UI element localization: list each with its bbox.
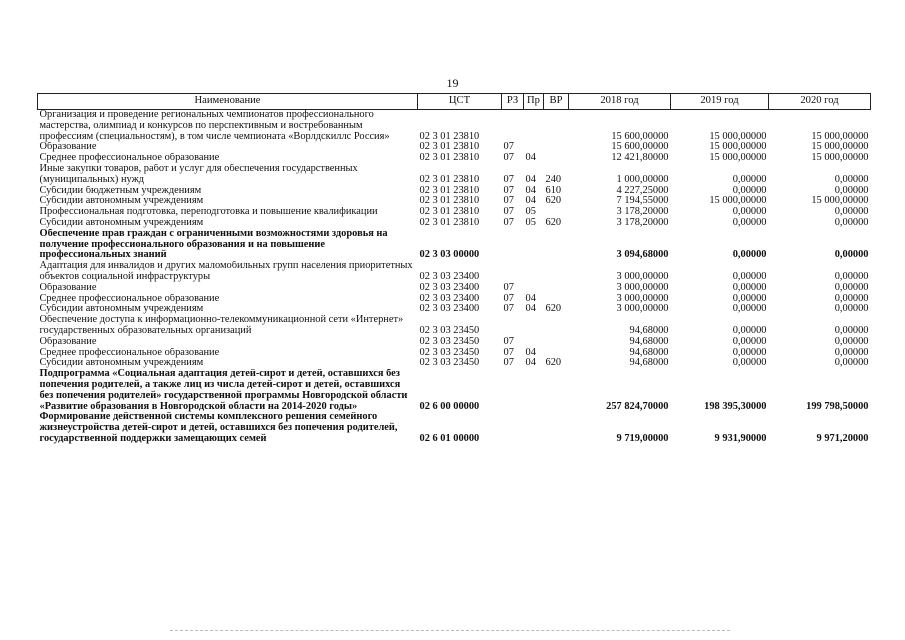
table-row bbox=[38, 110, 871, 143]
cell-rz: 07 bbox=[503, 282, 514, 293]
table-row bbox=[38, 164, 871, 186]
cell-2020: 15 000,00000 bbox=[811, 153, 869, 164]
cell-2018: 3 094,68000 bbox=[616, 249, 669, 261]
budget-table bbox=[37, 93, 871, 445]
cell-2020: 199 798,50000 bbox=[806, 400, 869, 412]
cell-2019: 15 000,00000 bbox=[709, 142, 767, 153]
cell-cst: 02 3 01 23810 bbox=[419, 196, 480, 207]
cell-rz: 07 bbox=[503, 304, 514, 315]
cell-2019: 0,00000 bbox=[732, 217, 767, 228]
cell-vr bbox=[544, 315, 569, 337]
table-row bbox=[38, 412, 871, 444]
cell-name: Субсидии автономным учреждениям bbox=[39, 196, 204, 207]
cell-pr bbox=[524, 229, 544, 261]
cell-name: Обеспечение доступа к информационно-телекоммуникационной сети «Интернет» государственных образовательных организаций bbox=[39, 315, 404, 336]
cell-2018: 4 227,25000 bbox=[616, 185, 669, 196]
header-2019: 2019 год bbox=[671, 94, 769, 110]
cell-2019: 0,00000 bbox=[732, 324, 767, 336]
cell-pr: 05 bbox=[525, 207, 536, 218]
cell-2019: 0,00000 bbox=[732, 347, 767, 358]
cell-2019: 0,00000 bbox=[732, 270, 767, 282]
cell-name: Среднее профессиональное образование bbox=[39, 153, 220, 164]
cell-2020: 0,00000 bbox=[834, 173, 869, 185]
cell-pr: 04 bbox=[525, 347, 536, 358]
cell-pr: 04 bbox=[525, 196, 536, 207]
cell-pr bbox=[524, 142, 544, 153]
cell-2018: 94,68000 bbox=[629, 336, 669, 347]
cell-pr bbox=[524, 369, 544, 412]
cell-cst: 02 3 03 23450 bbox=[419, 358, 480, 369]
cell-2018: 9 719,00000 bbox=[616, 432, 669, 444]
cell-vr bbox=[544, 348, 569, 359]
cell-2019: 0,00000 bbox=[732, 304, 767, 315]
cell-rz: 07 bbox=[503, 336, 514, 347]
cell-vr: 620 bbox=[545, 358, 562, 369]
cell-pr: 05 bbox=[525, 217, 536, 228]
cell-2019: 15 000,00000 bbox=[709, 153, 767, 164]
cell-2019: 0,00000 bbox=[732, 173, 767, 185]
cell-pr bbox=[524, 337, 544, 348]
cell-rz: 07 bbox=[503, 142, 514, 153]
cell-pr: 04 bbox=[525, 358, 536, 369]
cell-rz bbox=[502, 261, 524, 283]
cell-2020: 0,00000 bbox=[834, 185, 869, 196]
cell-cst: 02 3 03 23400 bbox=[419, 304, 480, 315]
cell-rz: 07 bbox=[503, 173, 514, 185]
cell-2019: 0,00000 bbox=[732, 185, 767, 196]
table-row bbox=[38, 304, 871, 315]
cell-name: Образование bbox=[39, 336, 97, 347]
cell-rz bbox=[502, 229, 524, 261]
header-vr: ВР bbox=[544, 94, 569, 110]
cell-pr: 04 bbox=[525, 173, 536, 185]
cell-2018: 3 000,00000 bbox=[616, 304, 669, 315]
cell-vr bbox=[544, 283, 569, 294]
cell-pr bbox=[524, 283, 544, 294]
cell-2020: 0,00000 bbox=[834, 358, 869, 369]
cell-name: Субсидии автономным учреждениям bbox=[39, 217, 204, 228]
cell-vr bbox=[544, 412, 569, 444]
cell-2020: 15 000,00000 bbox=[811, 142, 869, 153]
table-row bbox=[38, 196, 871, 207]
header-pr: Пр bbox=[524, 94, 544, 110]
cell-2018: 12 421,80000 bbox=[611, 153, 669, 164]
cell-name: Адаптация для инвалидов и других маломобильных групп населения приоритетных объектов социальной инфраструктуры bbox=[39, 261, 413, 282]
table-row bbox=[38, 348, 871, 359]
cell-2020: 0,00000 bbox=[834, 324, 869, 336]
cell-cst: 02 3 01 23810 bbox=[419, 153, 480, 164]
cell-name: Среднее профессиональное образование bbox=[39, 347, 220, 358]
cell-cst: 02 3 03 00000 bbox=[419, 249, 480, 261]
cell-pr: 04 bbox=[525, 293, 536, 304]
cell-2019: 15 000,00000 bbox=[709, 196, 767, 207]
cell-rz bbox=[502, 315, 524, 337]
cell-2018: 3 000,00000 bbox=[616, 282, 669, 293]
cell-2018: 3 000,00000 bbox=[616, 293, 669, 304]
cell-2018: 3 000,00000 bbox=[616, 270, 669, 282]
cell-cst: 02 6 00 00000 bbox=[419, 400, 480, 412]
cell-vr bbox=[544, 207, 569, 218]
cell-2019: 0,00000 bbox=[732, 282, 767, 293]
cell-rz: 07 bbox=[503, 358, 514, 369]
cell-pr bbox=[524, 412, 544, 444]
cell-rz: 07 bbox=[503, 347, 514, 358]
cell-2018: 3 178,20000 bbox=[616, 217, 669, 228]
cell-2020: 0,00000 bbox=[834, 249, 869, 261]
header-cst: ЦСТ bbox=[418, 94, 502, 110]
cell-pr: 04 bbox=[525, 304, 536, 315]
cell-cst: 02 3 03 23400 bbox=[419, 270, 480, 282]
cell-cst: 02 3 03 23400 bbox=[419, 282, 480, 293]
cell-name: Субсидии автономным учреждениям bbox=[39, 358, 204, 369]
cell-2020: 0,00000 bbox=[834, 304, 869, 315]
cell-cst: 02 3 03 23450 bbox=[419, 336, 480, 347]
cell-vr: 620 bbox=[545, 196, 562, 207]
cell-2019: 9 931,90000 bbox=[714, 432, 767, 444]
cell-name: Организация и проведение региональных чемпионатов профессионального мастерства, олимпиад и конкурсов по перспективным и востребованным профессиям (специальностям), в том числе чемпионата «Ворлдскиллс Россия» bbox=[39, 109, 390, 142]
cell-name: Субсидии автономным учреждениям bbox=[39, 304, 204, 315]
cell-2020: 0,00000 bbox=[834, 293, 869, 304]
cell-vr bbox=[544, 229, 569, 261]
cell-name: Иные закупки товаров, работ и услуг для обеспечения государственных (муниципальных) нужд bbox=[39, 163, 358, 185]
cell-cst: 02 3 03 23400 bbox=[419, 293, 480, 304]
table-row bbox=[38, 207, 871, 218]
table-row bbox=[38, 229, 871, 261]
cell-cst: 02 3 01 23810 bbox=[419, 142, 480, 153]
cell-vr: 620 bbox=[545, 304, 562, 315]
cell-cst: 02 3 01 23810 bbox=[419, 185, 480, 196]
cell-2018: 257 824,70000 bbox=[606, 400, 669, 412]
cell-rz: 07 bbox=[503, 153, 514, 164]
cell-pr bbox=[524, 110, 544, 143]
cell-2020: 15 000,00000 bbox=[811, 196, 869, 207]
cell-vr bbox=[544, 294, 569, 305]
cell-rz bbox=[502, 412, 524, 444]
scan-artifact-line bbox=[170, 630, 730, 634]
cell-2020: 15 000,00000 bbox=[811, 130, 869, 142]
cell-vr: 620 bbox=[545, 217, 562, 228]
header-2020: 2020 год bbox=[769, 94, 871, 110]
cell-2018: 94,68000 bbox=[629, 347, 669, 358]
cell-2018: 1 000,00000 bbox=[616, 173, 669, 185]
cell-name: Среднее профессиональное образование bbox=[39, 293, 220, 304]
cell-vr: 240 bbox=[545, 173, 562, 185]
table-row bbox=[38, 294, 871, 305]
cell-rz: 07 bbox=[503, 196, 514, 207]
cell-pr bbox=[524, 315, 544, 337]
cell-vr bbox=[544, 142, 569, 153]
cell-2018: 15 600,00000 bbox=[611, 130, 669, 142]
cell-2018: 94,68000 bbox=[629, 358, 669, 369]
cell-vr: 610 bbox=[545, 185, 562, 196]
cell-2020: 0,00000 bbox=[834, 336, 869, 347]
table-row bbox=[38, 358, 871, 369]
cell-cst: 02 3 01 23810 bbox=[419, 130, 480, 142]
table-row bbox=[38, 315, 871, 337]
table-row bbox=[38, 186, 871, 197]
cell-2020: 9 971,20000 bbox=[816, 432, 869, 444]
cell-rz bbox=[502, 110, 524, 143]
cell-2019: 0,00000 bbox=[732, 207, 767, 218]
cell-rz bbox=[502, 369, 524, 412]
cell-2018: 94,68000 bbox=[629, 324, 669, 336]
cell-pr: 04 bbox=[525, 153, 536, 164]
cell-name: Подпрограмма «Социальная адаптация детей-сирот и детей, оставшихся без попечения родителей, а также лиц из числа детей-сирот и детей, оставшихся без попечения родителей» государственной программы Новгородской области «Развитие образования в Новгородской области на 2014-2020 годы» bbox=[39, 369, 408, 412]
cell-name: Субсидии бюджетным учреждениям bbox=[39, 185, 202, 196]
cell-pr: 04 bbox=[525, 185, 536, 196]
cell-2020: 0,00000 bbox=[834, 282, 869, 293]
table-row bbox=[38, 283, 871, 294]
table-row bbox=[38, 261, 871, 283]
cell-cst: 02 3 01 23810 bbox=[419, 207, 480, 218]
table-row bbox=[38, 153, 871, 164]
cell-2019: 15 000,00000 bbox=[709, 130, 767, 142]
table-header-row bbox=[38, 94, 871, 110]
cell-vr bbox=[544, 369, 569, 412]
cell-pr bbox=[524, 261, 544, 283]
cell-2018: 15 600,00000 bbox=[611, 142, 669, 153]
cell-name: Формирование действенной системы комплексного решения семейного жизнеустройства детей-сирот и детей, оставшихся без попечения родителей, государственной поддержки замещающих семей bbox=[39, 412, 398, 444]
cell-cst: 02 3 03 23450 bbox=[419, 324, 480, 336]
cell-vr bbox=[544, 110, 569, 143]
header-2018: 2018 год bbox=[569, 94, 671, 110]
table-body bbox=[38, 110, 871, 445]
cell-rz: 07 bbox=[503, 207, 514, 218]
cell-2019: 0,00000 bbox=[732, 358, 767, 369]
table-row bbox=[38, 142, 871, 153]
cell-vr bbox=[544, 261, 569, 283]
cell-name: Профессиональная подготовка, переподготовка и повышение квалификации bbox=[39, 207, 378, 218]
header-rz: РЗ bbox=[502, 94, 524, 110]
cell-2020: 0,00000 bbox=[834, 217, 869, 228]
cell-name: Образование bbox=[39, 282, 97, 293]
cell-name: Образование bbox=[39, 142, 97, 153]
cell-cst: 02 3 01 23810 bbox=[419, 217, 480, 228]
cell-cst: 02 6 01 00000 bbox=[419, 432, 480, 444]
cell-2018: 7 194,55000 bbox=[616, 196, 669, 207]
cell-rz: 07 bbox=[503, 217, 514, 228]
cell-2019: 0,00000 bbox=[732, 293, 767, 304]
cell-rz: 07 bbox=[503, 185, 514, 196]
cell-2019: 198 395,30000 bbox=[704, 400, 767, 412]
table-row bbox=[38, 337, 871, 348]
cell-2020: 0,00000 bbox=[834, 270, 869, 282]
cell-cst: 02 3 01 23810 bbox=[419, 173, 480, 185]
cell-vr bbox=[544, 153, 569, 164]
cell-vr bbox=[544, 337, 569, 348]
page-number: 19 bbox=[446, 76, 459, 90]
cell-rz: 07 bbox=[503, 293, 514, 304]
table-row bbox=[38, 369, 871, 412]
header-name: Наименование bbox=[38, 94, 418, 110]
cell-2020: 0,00000 bbox=[834, 207, 869, 218]
cell-cst: 02 3 03 23450 bbox=[419, 347, 480, 358]
cell-2020: 0,00000 bbox=[834, 347, 869, 358]
cell-2019: 0,00000 bbox=[732, 336, 767, 347]
cell-name: Обеспечение прав граждан с ограниченными возможностями здоровья на получение профессионального образования и на повышение профессиональных знаний bbox=[39, 228, 388, 261]
cell-2018: 3 178,20000 bbox=[616, 207, 669, 218]
cell-2019: 0,00000 bbox=[732, 249, 767, 261]
table-row bbox=[38, 218, 871, 229]
